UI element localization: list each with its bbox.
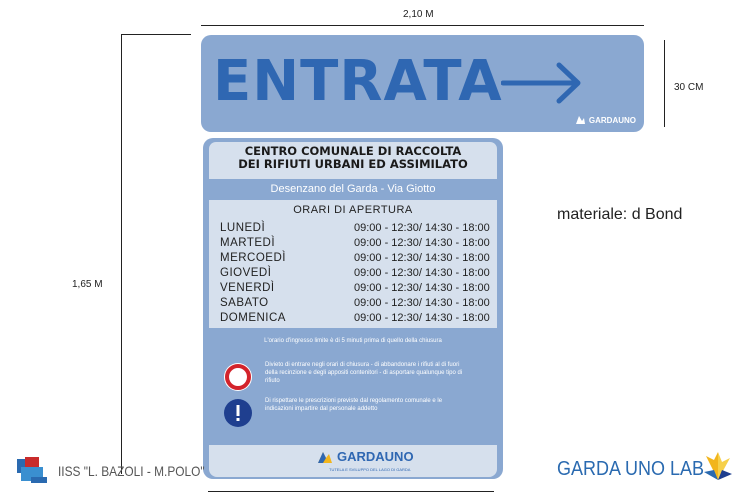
- hours-heading: ORARI DI APERTURA: [293, 204, 413, 216]
- schedule-row: [220, 267, 490, 282]
- day-name: MERCOEDÌ: [220, 252, 286, 264]
- total-height-label: 1,65 M: [72, 279, 103, 290]
- panel-title-line2: DEI RIFIUTI URBANI ED ASSIMILATO: [238, 157, 468, 171]
- butterfly-logo-icon: [700, 450, 736, 488]
- schedule-row: [220, 252, 490, 267]
- day-hours: 09:00 - 12:30/ 14:30 - 18:00: [354, 312, 490, 324]
- day-name: GIOVEDÌ: [220, 267, 272, 279]
- width-dimension-label: 2,10 M: [403, 9, 434, 20]
- banner-right-dimension-line: [664, 40, 665, 127]
- opening-hours-box: [209, 200, 497, 328]
- prohibition-text: Divieto di entrare negli orari di chiusura - di abbandonare i rifiuti al di fuori della recinzione e degli appositi contenitori - di asportare qualunque tipo di rifiuto: [265, 362, 463, 384]
- panel-footer: [209, 445, 497, 477]
- day-hours: 09:00 - 12:30/ 14:30 - 18:00: [354, 252, 490, 264]
- panel-header: [209, 142, 497, 179]
- school-logo: [15, 455, 49, 485]
- schedule-row: [220, 237, 490, 252]
- top-dimension-line: [201, 25, 644, 26]
- day-name: MARTEDÌ: [220, 237, 276, 249]
- material-label: materiale: d Bond: [557, 206, 683, 223]
- entrance-banner: [201, 35, 644, 132]
- day-hours: 09:00 - 12:30/ 14:30 - 18:00: [354, 237, 490, 249]
- school-name: IISS "L. BAZOLI - M.POLO": [58, 463, 205, 479]
- schedule-row: [220, 282, 490, 297]
- day-hours: 09:00 - 12:30/ 14:30 - 18:00: [354, 282, 490, 294]
- exclamation-icon: [223, 398, 253, 428]
- day-name: LUNEDÌ: [220, 222, 266, 234]
- gardauno-logo: [317, 449, 414, 464]
- gardauno-mark-icon: [317, 450, 333, 464]
- left-dimension-line: [121, 34, 122, 474]
- gardauno-mark-icon: [574, 114, 586, 126]
- banner-logo-text: GARDAUNO: [588, 115, 636, 125]
- schedule-row: [220, 297, 490, 312]
- gardauno-logo-subtext: TUTELA E SVILUPPO DEL LAGO DI GARDA: [329, 467, 411, 472]
- regulation-text: Di rispettare le prescrizioni previste dal regolamento comunale e le indicazioni impartire dal personale addetto: [265, 398, 443, 412]
- location-bar: Desenzano del Garda - Via Giotto: [203, 180, 503, 199]
- lab-name: GARDA UNO LAB: [557, 458, 705, 480]
- panel-title-line1: CENTRO COMUNALE DI RACCOLTA: [244, 144, 462, 158]
- schedule-row: [220, 312, 490, 327]
- banner-height-label: 30 CM: [674, 82, 704, 93]
- right-arrow-icon: [501, 61, 583, 105]
- prohibition-notice: [203, 358, 503, 394]
- day-name: DOMENICA: [220, 312, 286, 324]
- day-hours: 09:00 - 12:30/ 14:30 - 18:00: [354, 297, 490, 309]
- entrance-word: ENTRATA: [213, 49, 503, 114]
- regulation-notice: [203, 394, 503, 430]
- day-hours: 09:00 - 12:30/ 14:30 - 18:00: [354, 222, 490, 234]
- day-hours: 09:00 - 12:30/ 14:30 - 18:00: [354, 267, 490, 279]
- info-panel: [203, 138, 503, 479]
- gardauno-logo-text: GARDAUNO: [337, 449, 414, 464]
- banner-gardauno-logo: [574, 114, 636, 126]
- no-entry-icon: [223, 362, 253, 392]
- schedule-row: [220, 222, 490, 237]
- entry-time-note: L'orario d'ingresso limite è di 5 minuti prima di quello della chiusura: [264, 338, 442, 344]
- left-dimension-top-tick: [121, 34, 191, 35]
- day-name: SABATO: [220, 297, 269, 309]
- day-name: VENERDÌ: [220, 282, 275, 294]
- bottom-dimension-line: [208, 491, 494, 492]
